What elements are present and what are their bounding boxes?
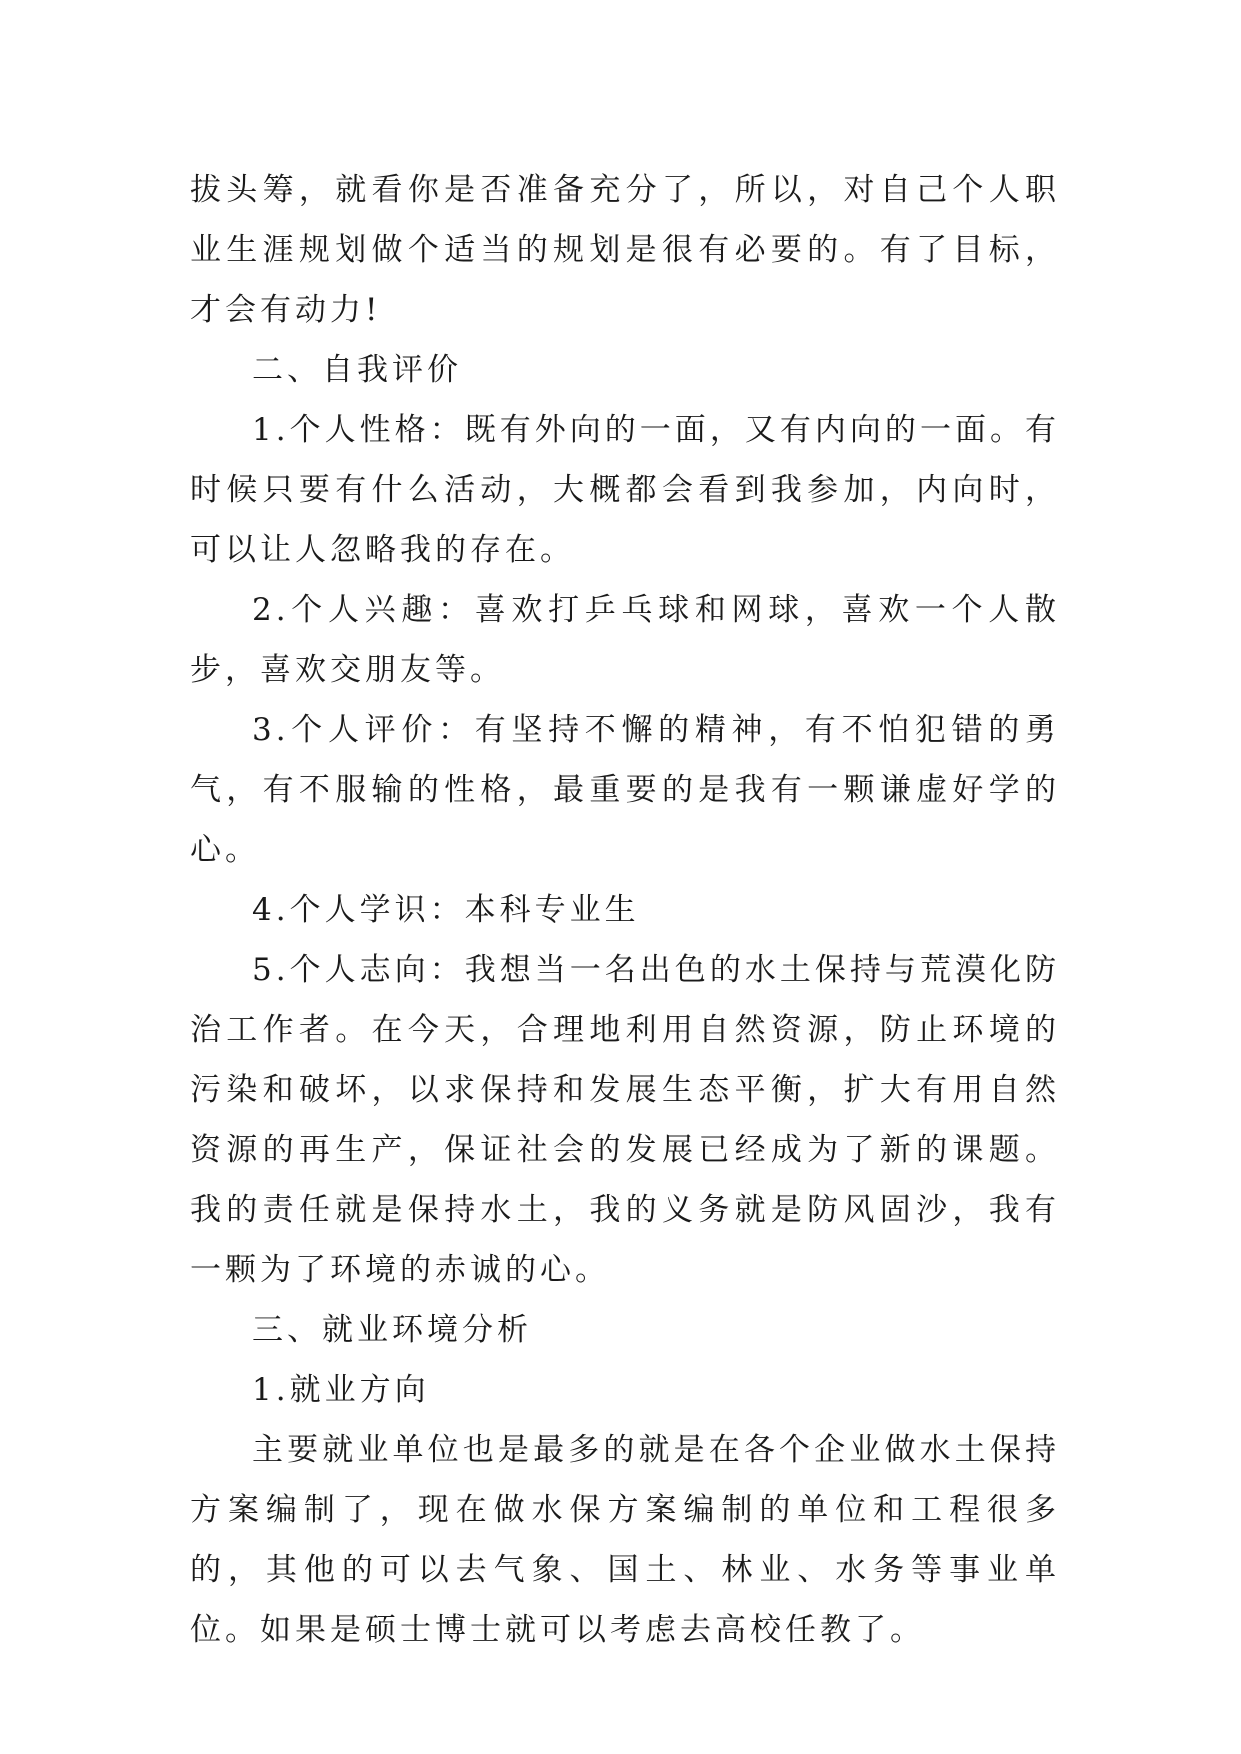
paragraph-education: 4.个人学识：本科专业生: [252, 892, 640, 928]
paragraph-self-assessment: 3.个人评价：有坚持不懈的精神，有不怕犯错的勇气，有不服输的性格，最重要的是我有一颗谦虚好学的心。: [190, 712, 1060, 868]
section-heading-employment-analysis: 三、就业环境分析: [252, 1312, 532, 1348]
section-heading-self-evaluation: 二、自我评价: [252, 352, 462, 388]
document-body: [190, 160, 1060, 1660]
paragraph-aspiration: 5.个人志向：我想当一名出色的水土保持与荒漠化防治工作者。在今天，合理地利用自然资源，防止环境的污染和破坏，以求保持和发展生态平衡，扩大有用自然资源的再生产，保证社会的发展已经成为了新的课题。我的责任就是保持水土，我的义务就是防风固沙，我有一颗为了环境的赤诚的心。: [190, 952, 1060, 1288]
paragraph-continuation: 拔头筹，就看你是否准备充分了，所以，对自己个人职业生涯规划做个适当的规划是很有必要的。有了目标，才会有动力!: [190, 172, 1060, 328]
subheading-employment-direction: 1.就业方向: [252, 1372, 430, 1408]
paragraph-interests: 2.个人兴趣：喜欢打乒乓球和网球，喜欢一个人散步，喜欢交朋友等。: [190, 592, 1060, 688]
paragraph-employment-units: 主要就业单位也是最多的就是在各个企业做水土保持方案编制了，现在做水保方案编制的单位和工程很多的，其他的可以去气象、国土、林业、水务等事业单位。如果是硕士博士就可以考虑去高校任教了。: [190, 1432, 1060, 1648]
paragraph-personality: 1.个人性格：既有外向的一面，又有内向的一面。有时候只要有什么活动，大概都会看到我参加，内向时，可以让人忽略我的存在。: [190, 412, 1060, 568]
